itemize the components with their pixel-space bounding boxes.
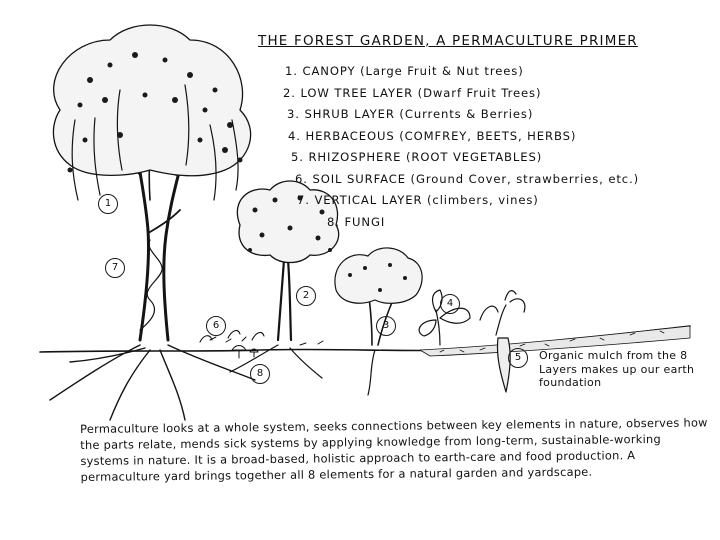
marker-5: 5: [508, 348, 528, 368]
marker-7: 7: [105, 258, 125, 278]
canopy-tree: [50, 25, 255, 420]
marker-8: 8: [250, 364, 270, 384]
marker-3: 3: [376, 316, 396, 336]
layer-item: 5. RHIZOSPHERE (ROOT VEGETABLES): [291, 150, 543, 164]
marker-2: 2: [296, 286, 316, 306]
fungi: [232, 346, 258, 359]
marker-1: 1: [98, 194, 118, 214]
marker-6: 6: [206, 316, 226, 336]
layer-item: 2. LOW TREE LAYER (Dwarf Fruit Trees): [283, 85, 542, 100]
layer-item: 6. SOIL SURFACE (Ground Cover, strawberries, etc.): [295, 171, 640, 186]
layer-item: 3. SHRUB LAYER (Currents & Berries): [287, 107, 534, 121]
page-title: THE FOREST GARDEN, A PERMACULTURE PRIMER: [258, 33, 638, 49]
layer-item: 8. FUNGI: [327, 214, 386, 229]
mulch-annotation: Organic mulch from the 8 Layers makes up our earth foundation: [539, 349, 695, 389]
layer-item: 7. VERTICAL LAYER (climbers, vines): [297, 193, 539, 207]
layer-item: 1. CANOPY (Large Fruit & Nut trees): [285, 64, 524, 78]
ground-texture: [210, 337, 323, 345]
description-paragraph: Permaculture looks at a whole system, seeks connections between key elements in nature, observes how the parts relate, mends sick systems by applying knowledge from long-term, sustainable-working systems in nature. It is a broad-based, holistic approach to earth-care and food production. A permaculture yard brings together all 8 elements for a natural garden and yardscape.: [80, 415, 708, 484]
root-vegetable: [480, 291, 525, 392]
layer-item: 4. HERBACEOUS (COMFREY, BEETS, HERBS): [288, 128, 577, 143]
marker-4: 4: [440, 294, 460, 314]
layer-list: [283, 64, 639, 236]
